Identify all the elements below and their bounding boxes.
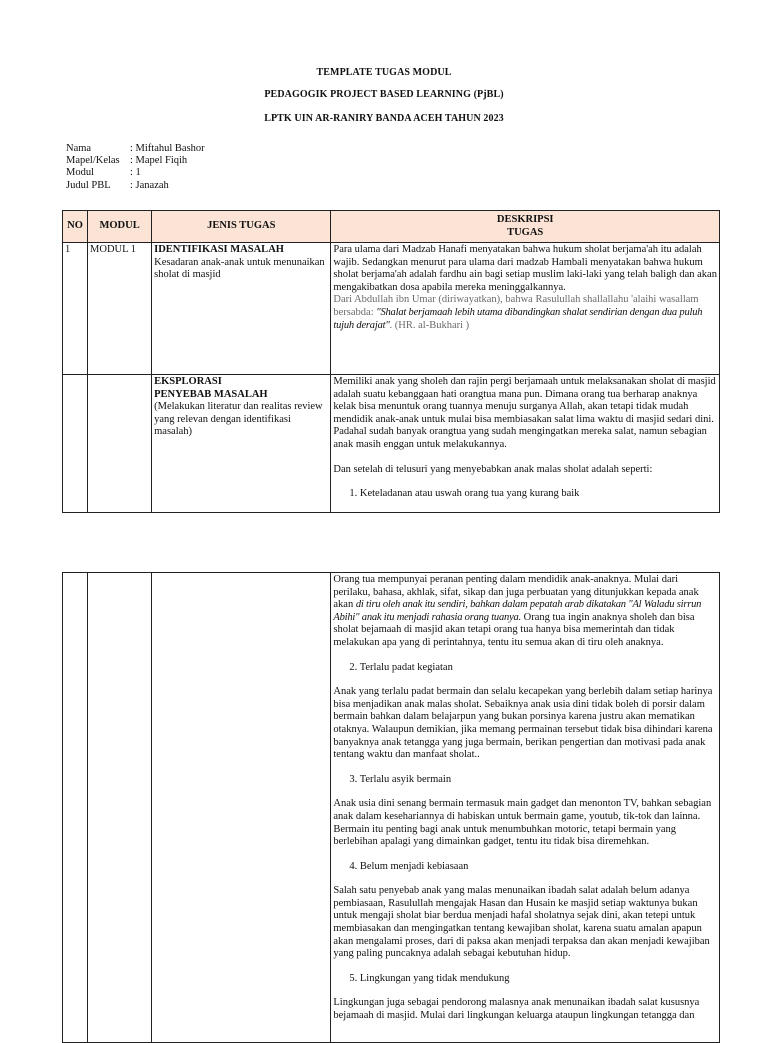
info-row-judul <box>66 180 205 192</box>
info-row-mapel <box>66 155 205 167</box>
info-value: : 1 <box>130 167 141 179</box>
cell-modul: MODUL 1 <box>88 243 152 375</box>
task-table-continued <box>62 572 720 1043</box>
description-paragraph: Salah satu penyebab anak yang malas menunaikan ibadah salat adalah belum adanya pembiasaan, Rasulullah mengajak Hasan dan Husain ke masjid setiap waktunya bukan untuk mengaji sholat biar berdua menjadi hafal sholatnya sejak dini, akan tetepi untuk membiasakan dan mengingatkan tentang kewajiban sholat, karena suatu amalan apapun akan mengalami proses, dari di paksa akan menjadi terpaksa dan akan menjadi kewajiban yang paling puncaknya adalah sebagai kebutuhan hidup. <box>333 885 710 960</box>
header-no: NO <box>63 211 88 243</box>
hadith-paragraph: Dari Abdullah ibn Umar (diriwayatkan), bahwa Rasulullah shallallahu 'alaihi wasallam bersabda: "Shalat berjamaah lebih utama dibandingkan shalat sendirian dengan dua puluh tujuh derajat". (HR. al-Bukhari ) <box>333 294 703 331</box>
list-item: 5. Lingkungan yang tidak mendukung <box>349 972 510 984</box>
table-row <box>63 375 720 513</box>
cell-modul <box>88 573 152 1043</box>
info-value: : Janazah <box>130 179 169 191</box>
description-paragraph: Dan setelah di telusuri yang menyebabkan anak malas sholat adalah seperti: <box>333 463 653 475</box>
task-title: EKSPLORASI <box>154 376 222 387</box>
cell-modul <box>88 375 152 513</box>
header-deskripsi: DESKRIPSI TUGAS <box>331 211 720 243</box>
info-label: Mapel/Kelas <box>66 155 120 167</box>
list-item: 1. Keteladanan atau uswah orang tua yang kurang baik <box>349 488 580 500</box>
task-description: (Melakukan literatur dan realitas review yang relevan dengan identifikasi masalah) <box>154 401 323 438</box>
info-row-nama <box>66 143 205 155</box>
cell-no <box>63 573 88 1043</box>
cell-deskripsi <box>331 375 720 513</box>
description-paragraph: Anak usia dini senang bermain termasuk main gadget dan menonton TV, bahkan sebagian anak dalam kesehariannya di habiskan untuk bermain game, youtub, tik-tok dan lainna. Bermain itu penting bagi anak untuk menumbuhkan motoric, tetapi bermain yang berlebihan apalagi yang dimainkan gadget, tentu itu tidak bisa diremehkan. <box>333 798 712 848</box>
info-label: Nama <box>66 143 92 154</box>
cell-jenis-tugas <box>152 243 331 375</box>
identity-block <box>66 143 205 192</box>
header-modul: MODUL <box>88 211 152 243</box>
table-row <box>63 243 720 375</box>
description-paragraph: Memiliki anak yang sholeh dan rajin pergi berjamaah untuk melaksanakan sholat di masjid adalah suatu kebanggaan hati orangtua mana pun. Dimana orang tua berharap anaknya kelak bisa menuntuk orang tuannya menuju surganya Allah, akan tetapi tidak mudah mendidik anak-anak untuk mulai bisa membiasakan salat lima waktu di masjid sedari dini. Padahal sudah banyak orangtua yang sudah mengingatkan mereka salat, namun sebagian anak masih enggan untuk melakukannya. <box>333 376 716 450</box>
task-title: IDENTIFIKASI MASALAH <box>154 244 284 255</box>
list-item: 2. Terlalu padat kegiatan <box>349 661 453 673</box>
info-value: : Mapel Fiqih <box>130 155 188 167</box>
list-item: 4. Belum menjadi kebiasaan <box>349 860 469 872</box>
cell-deskripsi <box>331 573 720 1043</box>
list-item: 3. Terlalu asyik bermain <box>349 773 452 785</box>
cell-no: 1 <box>63 243 88 375</box>
cell-no <box>63 375 88 513</box>
description-paragraph: Anak yang terlalu padat bermain dan selalu kecapekan yang berlebih dalam setiap harinya bisa menjadikan anak malas sholat. Sebaiknya anak usia dini tidak boleh di porsir dalam bermain bahkan dalam belajarpun yang bukan porsinya karena justru akan mematikan otaknya. Walaupun demikian, jika memang permainan tersebut tidak bisa dihindari karena banyaknya anak tetangga yang juga bermain, berikan pengertian dan motivasi pada anak tentang waktu dan manfaat sholat.. <box>333 686 713 761</box>
doc-title-line1: TEMPLATE TUGAS MODUL <box>316 67 452 78</box>
description-paragraph: Orang tua mempunyai peranan penting dalam mendidik anak-anaknya. Mulai dari perilaku, bahasa, akhlak, sifat, sikap dan juga perbuatan yang ditunjukkan kepada anak akan di tiru oleh anak itu sendiri, bahkan dalam pepatah arab dikatakan "Al Waladu sirrun Abihi" anak itu menjadi rahasia orang tuanya. Orang tua ingin anaknya sholeh dan bisa sholat bejamaah di masjid akan tetapi orang tua hanya bisa memerintah dan tidak melakukan apa yang di perintahnya, tentu itu semua akan di tiru oleh anaknya. <box>333 574 702 648</box>
description-paragraph: Para ulama dari Madzab Hanafi menyatakan bahwa hukum sholat berjama'ah itu adalah wajib. Sedangkan menurut para ulama dari madzab Hambali menyatakan bahwa hukum sholat berjama'ah adalah fardhu ain bagi setiap muslim laki-laki yang telah baligh dan akan mengakibatkan dosa apabila mereka meninggalkannya. <box>333 244 717 293</box>
table-row <box>63 573 720 1043</box>
cell-jenis-tugas <box>152 375 331 513</box>
info-label: Modul <box>66 167 95 179</box>
task-title: PENYEBAB MASALAH <box>154 388 268 400</box>
cell-jenis-tugas <box>152 573 331 1043</box>
cell-deskripsi <box>331 243 720 375</box>
table-header-row <box>63 211 720 243</box>
doc-title-line2: PEDAGOGIK PROJECT BASED LEARNING (PjBL) <box>264 89 504 100</box>
info-row-modul <box>66 167 205 179</box>
description-paragraph: Lingkungan juga sebagai pendorong malasnya anak menunaikan ibadah salat kususnya bejamaah di masjid. Mulai dari lingkungan keluarga ataupun lingkungan tetangga dan <box>333 997 700 1022</box>
header-jenis-tugas: JENIS TUGAS <box>152 211 331 243</box>
info-value: : Miftahul Bashor <box>130 143 205 154</box>
doc-title-line3: LPTK UIN AR-RANIRY BANDA ACEH TAHUN 2023 <box>264 113 504 124</box>
task-description: Kesadaran anak-anak untuk menunaikan sholat di masjid <box>154 256 325 281</box>
info-label: Judul PBL <box>66 179 111 191</box>
task-table <box>62 210 720 513</box>
